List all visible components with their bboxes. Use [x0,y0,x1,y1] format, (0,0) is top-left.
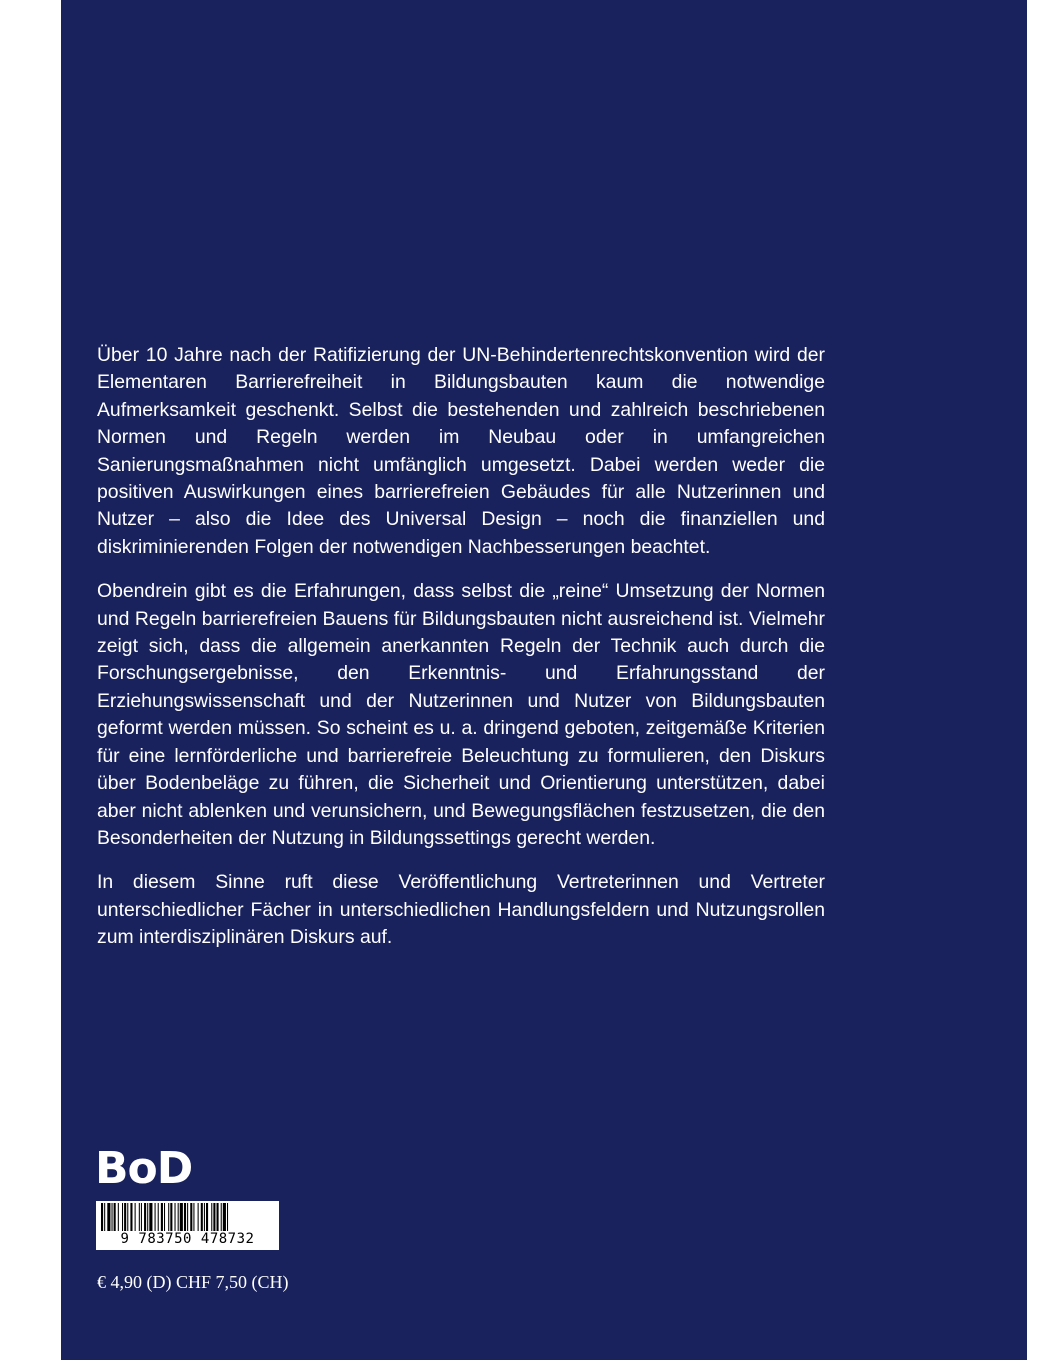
barcode-bar [206,1203,208,1233]
barcode-bar [141,1203,142,1233]
blurb-paragraph-3: In diesem Sinne ruft diese Veröffentlichung Vertreterinnen und Vertreter unterschiedlicher Fächer in unterschiedlichen Handlungsfeldern und Nutzungsrollen zum interdisziplinären Diskurs auf. [97,871,825,949]
barcode-bar [112,1203,113,1233]
barcode-bar [135,1203,136,1233]
barcode-bar [204,1203,205,1233]
barcode-bar [139,1203,140,1233]
barcode-bar [198,1203,199,1233]
barcode-bar [147,1203,148,1233]
barcode-bar [104,1203,105,1233]
barcode-bar [190,1203,192,1233]
barcode-bar [221,1203,222,1233]
barcode-bar [223,1203,226,1233]
barcode-bar [213,1203,215,1233]
barcode-bar [201,1203,203,1233]
price-line: € 4,90 (D) CHF 7,50 (CH) [97,1272,289,1292]
barcode-bar [155,1203,156,1233]
barcode-bar [180,1203,183,1233]
barcode-bar [130,1203,132,1233]
barcode-bar [158,1203,159,1233]
blurb-paragraph-2: Obendrein gibt es die Erfahrungen, dass selbst die „reine“ Umsetzung der Normen und Regeln barrierefreien Bauens für Bildungsbauten nicht ausreichend ist. Vielmehr zeigt sich, dass die allgemein anerkannten Regeln der Technik auch durch die Forschungsergebnisse, den Erkenntnis- und Erfahrungsstand der Erziehungswissenschaft und der Nutzerinnen und Nutzer von Bildungsbauten geformt werden müssen. So scheint es u. a. dringend geboten, zeitgemäße Kriterien für eine lernförderliche und barrierefreie Beleuchtung zu formulieren, den Diskurs über Bodenbeläge zu führen, die Sicherheit und Orientierung unterstützen, dabei aber nicht ablenken und verunsichern, und Bewegungsflächen festzusetzen, die den Besonderheiten der Nutzung in Bildungssettings gerecht werden. [97,580,825,849]
barcode-bar [101,1203,103,1233]
barcode-bars [101,1203,274,1233]
barcode-bar [187,1203,188,1233]
barcode-bar [227,1203,228,1233]
barcode-bar [217,1203,219,1233]
barcode-bar [144,1203,146,1233]
barcode-bar [175,1203,176,1233]
barcode-bar [170,1203,172,1233]
blurb-paragraph-1: Über 10 Jahre nach der Ratifizierung der UN-Behindertenrechtskonvention wird der Elementaren Barrierefreiheit in Bildungsbauten kaum die notwendige Aufmerksamkeit geschenkt. Selbst die bestehenden und zahlreich beschriebenen Normen und Regeln werden im Neubau oder in umfangreichen Sanierungsmaßnahmen nicht umfänglich umgesetzt. Dabei werden weder die positiven Auswirkungen eines barrierefreien Gebäudes für alle Nutzerinnen und Nutzer – also die Idee des Universal Design – noch die finanziellen und diskriminierenden Folgen der notwendigen Nachbesserungen beachtet. [97,344,825,558]
barcode-bar [164,1203,165,1233]
barcode-bar [193,1203,194,1233]
barcode-bar [168,1203,169,1233]
barcode-bar [211,1203,212,1233]
barcode-bar [114,1203,116,1233]
isbn-digits: 9 783750 478732 [96,1231,279,1247]
isbn-barcode [96,1201,279,1250]
barcode-bar [149,1203,152,1233]
blurb-text [97,342,825,969]
barcode-bar [118,1203,119,1233]
barcode-bar [124,1203,126,1233]
barcode-bar [107,1203,110,1233]
barcode-bar [161,1203,163,1233]
barcode-bar [184,1203,186,1233]
barcode-bar [127,1203,128,1233]
barcode-bar [122,1203,123,1233]
barcode-bar [178,1203,179,1233]
publisher-logo: BoD [95,1143,193,1194]
